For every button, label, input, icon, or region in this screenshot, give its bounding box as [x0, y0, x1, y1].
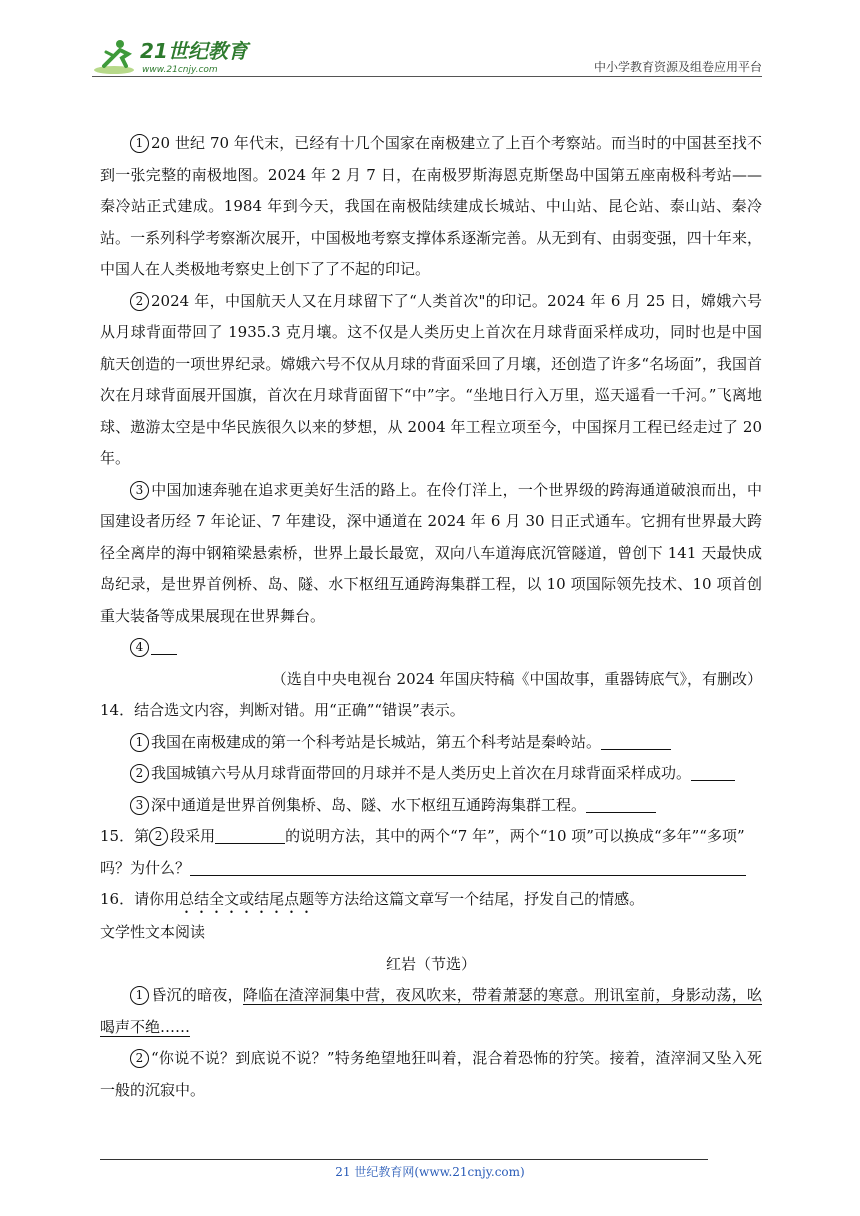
- literary-paragraph-2: [100, 1043, 762, 1106]
- logo-text: 21世纪教育: [140, 39, 248, 63]
- question-15: [100, 821, 762, 853]
- answer-blank[interactable]: [215, 825, 285, 844]
- question-16: [100, 884, 762, 917]
- q15-text: 吗？为什么？: [100, 858, 191, 877]
- section-heading: 文学性文本阅读: [100, 923, 206, 941]
- item-text: 我国城镇六号从月球背面带回的月球并不是人类历史上首次在月球背面采样成功。: [151, 764, 692, 782]
- circled-number: 4: [130, 638, 149, 657]
- q15-text: 的说明方法，其中的两个“7 年”，两个“10 项”可以换成“多年”“多项”: [285, 827, 745, 845]
- paragraph-3: [100, 475, 762, 633]
- circled-number: 2: [149, 827, 168, 846]
- paragraph-text: 昏沉的暗夜，: [151, 986, 243, 1004]
- literary-paragraph-1: [100, 980, 762, 1043]
- paragraph-text: 2024 年，中国航天人又在月球留下了“人类首次"的印记。2024 年 6 月 25 日，嫦娥六号从月球背面带回了 1935.3 克月壤。这不仅是人类历史上首次在月球背面采样成功，同时也是中国航天创造的一项世界纪录。嫦娥六号不仅从月球的背面采回了月壤，还创造了许多“名场面”，我国首次在月球背面展开国旗，首次在月球背面留下“中”字。“坐地日行入万里，巡天遥看一千河。”飞离地球、遨游太空是中华民族很久以来的梦想，从 2004 年工程立项至今，中国探月工程已经走过了 20 年。: [100, 291, 762, 467]
- answer-blank[interactable]: [691, 762, 735, 781]
- circled-number: 3: [130, 796, 149, 815]
- header-divider: [92, 76, 762, 77]
- question-15-line-2: [100, 853, 762, 885]
- paragraph-4-blank[interactable]: [151, 636, 177, 655]
- logo-url: www.21cnjy.com: [142, 65, 218, 75]
- circled-number: 1: [130, 733, 149, 752]
- question-14-item-2: [100, 758, 762, 790]
- source-citation: （选自中央电视台 2024 年国庆特稿《中国故事，重器铸底气》，有删改）: [271, 669, 762, 688]
- item-text: 深中通道是世界首例集桥、岛、隧、水下枢纽互通跨海集群工程。: [151, 795, 587, 814]
- question-14-item-3: [100, 790, 762, 822]
- footer-text: 21 世纪教育网(www.21cnjy.com): [335, 1165, 525, 1179]
- underlined-text: 降临在渣滓洞集中营，夜风吹来，带着萧瑟的寒意。刑讯室前，身影动荡，吆喝声不绝……: [100, 986, 762, 1036]
- answer-blank[interactable]: [601, 731, 671, 750]
- paragraph-4: [100, 632, 762, 664]
- q16-text: 等方法给这篇文章写一个结尾，抒发自己的情感。: [314, 890, 645, 908]
- q16-emphasis: 总结全文或结尾点题: [179, 890, 315, 908]
- circled-number: 2: [130, 764, 149, 783]
- circled-number: 1: [130, 134, 149, 153]
- q16-text: 16．请你用: [100, 890, 180, 908]
- question-14-stem: 14．结合选文内容，判断对错。用“正确”“错误”表示。: [100, 701, 465, 719]
- header-platform-text: 中小学教育资源及组卷应用平台: [593, 60, 762, 74]
- footer-divider: [100, 1159, 708, 1160]
- answer-blank[interactable]: [190, 857, 746, 876]
- circled-number: 1: [130, 986, 149, 1005]
- circled-number: 2: [130, 292, 149, 311]
- paragraph-2: [100, 286, 762, 475]
- question-14-item-1: [100, 727, 762, 759]
- item-text: 我国在南极建成的第一个科考站是长城站，第五个科考站是秦岭站。: [151, 732, 602, 751]
- q15-text: 15．第: [100, 827, 150, 845]
- circled-number: 2: [130, 1049, 149, 1068]
- q15-text: 段采用: [170, 827, 216, 845]
- logo: [92, 36, 262, 78]
- paragraph-text: 20 世纪 70 年代末，已经有十几个国家在南极建立了上百个考察站。而当时的中国甚至找不到一张完整的南极地图。2024 年 2 月 7 日，在南极罗斯海恩克斯堡岛中国第五座南极科考站——秦冷站正式建成。1984 年到今天，我国在南极陆续建成长城站、中山站、昆仑站、泰山站、秦冷站。一系列科学考察渐次展开，中国极地考察支撑体系逐渐完善。从无到有、由弱变强，四十年来，中国人在人类极地考察史上创下了了不起的印记。: [100, 134, 762, 278]
- document-body: [100, 128, 762, 1106]
- passage-title: 红岩（节选）: [385, 954, 476, 973]
- circled-number: 3: [130, 481, 149, 500]
- answer-blank[interactable]: [586, 794, 656, 813]
- paragraph-text: 中国加速奔驰在追求更美好生活的路上。在伶仃洋上，一个世界级的跨海通道破浪而出，中国建设者历经 7 年论证、7 年建设，深中通道在 2024 年 6 月 30 日正式通车。它拥有世界最大跨径全离岸的海中钢箱梁悬索桥，世界上最长最宽，双向八车道海底沉管隧道，曾创下 141 天最快成岛纪录，是世界首例桥、岛、隧、水下枢纽互通跨海集群工程，以 10 项国际领先技术、10 项首创重大装备等成果展现在世界舞台。: [100, 480, 762, 625]
- paragraph-text: “你说不说？到底说不说？”特务绝望地狂叫着，混合着恐怖的狞笑。接着，渣滓洞又坠入死一般的沉寂中。: [100, 1049, 762, 1099]
- paragraph-1: [100, 128, 762, 286]
- page-header: [92, 36, 762, 80]
